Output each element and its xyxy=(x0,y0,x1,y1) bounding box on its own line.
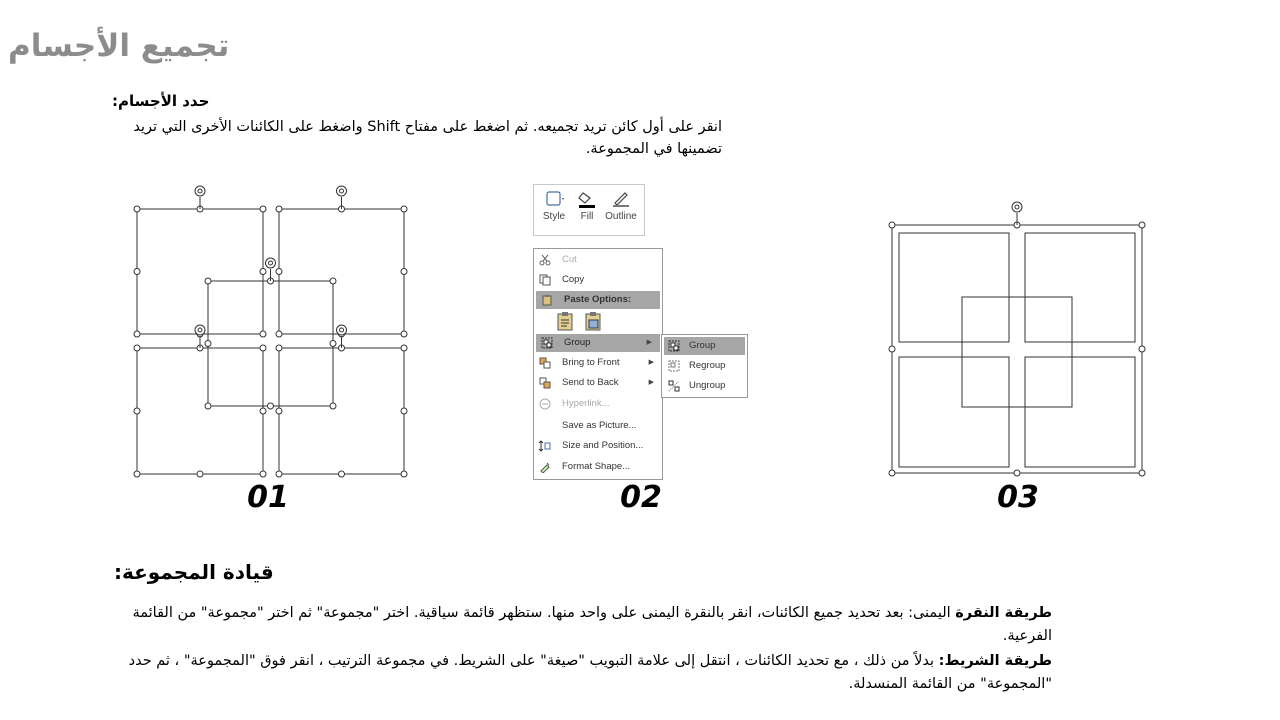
resize-handle xyxy=(401,206,407,212)
resize-handle xyxy=(205,278,211,284)
resize-handle xyxy=(260,471,266,477)
resize-handle xyxy=(889,346,895,352)
paste-option-icons xyxy=(556,311,606,333)
menu-item-hyperlink[interactable]: Hyperlink... xyxy=(534,395,662,413)
resize-handle xyxy=(1139,222,1145,228)
rotate-handle-icon xyxy=(1012,202,1022,212)
menu-item-format-shape[interactable]: Format Shape... xyxy=(534,458,662,476)
rotate-handle-icon xyxy=(266,258,276,268)
ribbon-method-title: طريقة الشريط: xyxy=(938,653,1052,669)
scissors-icon xyxy=(539,254,551,266)
resize-handle xyxy=(276,206,282,212)
resize-handle xyxy=(205,403,211,409)
submenu-item-group[interactable]: Group xyxy=(664,337,745,355)
resize-handle xyxy=(330,341,336,347)
resize-handle xyxy=(134,471,140,477)
selected-square xyxy=(279,209,404,334)
group-square-top-left xyxy=(899,233,1009,342)
submenu-item-regroup[interactable]: Regroup xyxy=(664,357,745,375)
resize-handle xyxy=(134,206,140,212)
group-icon xyxy=(668,340,680,352)
outline-button[interactable] xyxy=(604,189,638,222)
select-heading: حدد الأجسام: xyxy=(112,92,210,110)
resize-handle xyxy=(260,206,266,212)
menu-item-bring-to-front[interactable]: Bring to Front ▶ xyxy=(534,354,662,372)
style-label: Style xyxy=(542,211,566,222)
menu-item-size-and-position[interactable]: Size and Position... xyxy=(534,437,662,455)
resize-handle xyxy=(330,278,336,284)
ungroup-icon xyxy=(668,380,680,392)
send-to-back-icon xyxy=(539,377,551,389)
rotate-handle-icon xyxy=(195,325,205,335)
resize-handle xyxy=(276,345,282,351)
submenu-arrow-icon: ▶ xyxy=(648,379,654,386)
figure-01-shapes xyxy=(134,186,407,477)
resize-handle xyxy=(205,341,211,347)
resize-handle xyxy=(330,403,336,409)
size-position-icon xyxy=(539,440,551,452)
rotate-handle-icon xyxy=(337,186,347,196)
figure-03-shapes xyxy=(889,202,1145,476)
selected-square xyxy=(208,281,333,406)
page-title: تجميع الأجسام xyxy=(8,28,230,64)
resize-handle xyxy=(276,408,282,414)
regroup-icon xyxy=(668,360,680,372)
resize-handle xyxy=(401,408,407,414)
paste-icon xyxy=(541,294,553,306)
copy-icon xyxy=(539,274,551,286)
resize-handle xyxy=(339,471,345,477)
right-click-method-title: طريقة النقرة xyxy=(955,605,1052,621)
right-click-method-paragraph xyxy=(112,602,1052,648)
paste-options-header: Paste Options: xyxy=(536,291,660,309)
paste-picture-icon xyxy=(586,312,600,330)
resize-handle xyxy=(1139,470,1145,476)
resize-handle xyxy=(260,345,266,351)
selected-square xyxy=(279,348,404,474)
fill-button[interactable] xyxy=(570,189,604,222)
ribbon-method-text: بدلاً من ذلك ، مع تحديد الكائنات ، انتقل إلى علامة التبويب "صيغة" على الشريط. في مجموعة الترتيب ، انقر فوق "المجموعة" ، ثم حدد "المجموعة" من القائمة المنسدلة. xyxy=(128,653,1052,692)
rotate-handle-icon xyxy=(337,325,347,335)
resize-handle xyxy=(134,269,140,275)
resize-handle xyxy=(401,471,407,477)
figure-03-label: 03 xyxy=(997,480,1039,515)
rotate-handle-icon xyxy=(195,186,205,196)
group-square-bottom-left xyxy=(899,357,1009,467)
resize-handle xyxy=(276,471,282,477)
outline-icon xyxy=(609,189,633,209)
resize-handle xyxy=(134,331,140,337)
paste-keep-formatting-icon xyxy=(558,312,572,330)
group-square-bottom-right xyxy=(1025,357,1135,467)
resize-handle xyxy=(260,269,266,275)
resize-handle xyxy=(1139,346,1145,352)
figure-02-label: 02 xyxy=(620,480,662,515)
group-icon xyxy=(541,337,553,349)
hyperlink-icon xyxy=(539,398,551,410)
bring-to-front-icon xyxy=(539,357,551,369)
selected-square xyxy=(137,348,263,474)
menu-item-cut[interactable]: Cut xyxy=(534,251,662,269)
fill-label: Fill xyxy=(580,211,594,222)
menu-item-save-as-picture[interactable]: Save as Picture... xyxy=(562,420,637,431)
style-icon xyxy=(542,189,566,209)
menu-item-copy[interactable]: Copy xyxy=(534,271,662,289)
resize-handle xyxy=(260,408,266,414)
submenu-arrow-icon: ▶ xyxy=(648,359,654,366)
menu-item-group[interactable]: Group ▶ xyxy=(536,334,660,352)
selected-square xyxy=(137,209,263,334)
resize-handle xyxy=(260,331,266,337)
resize-handle xyxy=(276,269,282,275)
resize-handle xyxy=(134,408,140,414)
resize-handle xyxy=(401,269,407,275)
context-menu xyxy=(533,248,663,480)
resize-handle xyxy=(889,470,895,476)
resize-handle xyxy=(134,345,140,351)
style-button[interactable] xyxy=(537,189,571,222)
ribbon-method-paragraph xyxy=(112,650,1052,696)
group-square-center xyxy=(962,297,1072,407)
submenu-item-ungroup[interactable]: Ungroup xyxy=(664,377,745,395)
resize-handle xyxy=(1014,470,1020,476)
group-commands-heading: قيادة المجموعة: xyxy=(114,560,274,584)
group-square-top-right xyxy=(1025,233,1135,342)
right-click-method-text: اليمنى: بعد تحديد جميع الكائنات، انقر بالنقرة اليمنى على واحد منها. ستظهر قائمة سياقية. اختر "مجموعة" ثم اختر "مجموعة" من القائمة الفرعية. xyxy=(132,605,1052,644)
resize-handle xyxy=(401,345,407,351)
resize-handle xyxy=(276,331,282,337)
resize-handle xyxy=(889,222,895,228)
fill-icon xyxy=(575,189,599,209)
resize-handle xyxy=(268,403,274,409)
format-shape-icon xyxy=(539,461,551,473)
select-instructions: انقر على أول كائن تريد تجميعه. ثم اضغط على مفتاح Shift واضغط على الكائنات الأخرى التي تريد تضمينها في المجموعة. xyxy=(133,119,722,157)
resize-handle xyxy=(197,471,203,477)
outline-label: Outline xyxy=(605,211,637,222)
shape-format-ribbon xyxy=(533,184,645,236)
group-submenu xyxy=(661,334,748,398)
figure-01-label: 01 xyxy=(247,480,289,515)
selected-square xyxy=(892,225,1142,473)
submenu-arrow-icon: ▶ xyxy=(646,339,652,346)
menu-item-send-to-back[interactable]: Send to Back ▶ xyxy=(534,374,662,392)
resize-handle xyxy=(401,331,407,337)
